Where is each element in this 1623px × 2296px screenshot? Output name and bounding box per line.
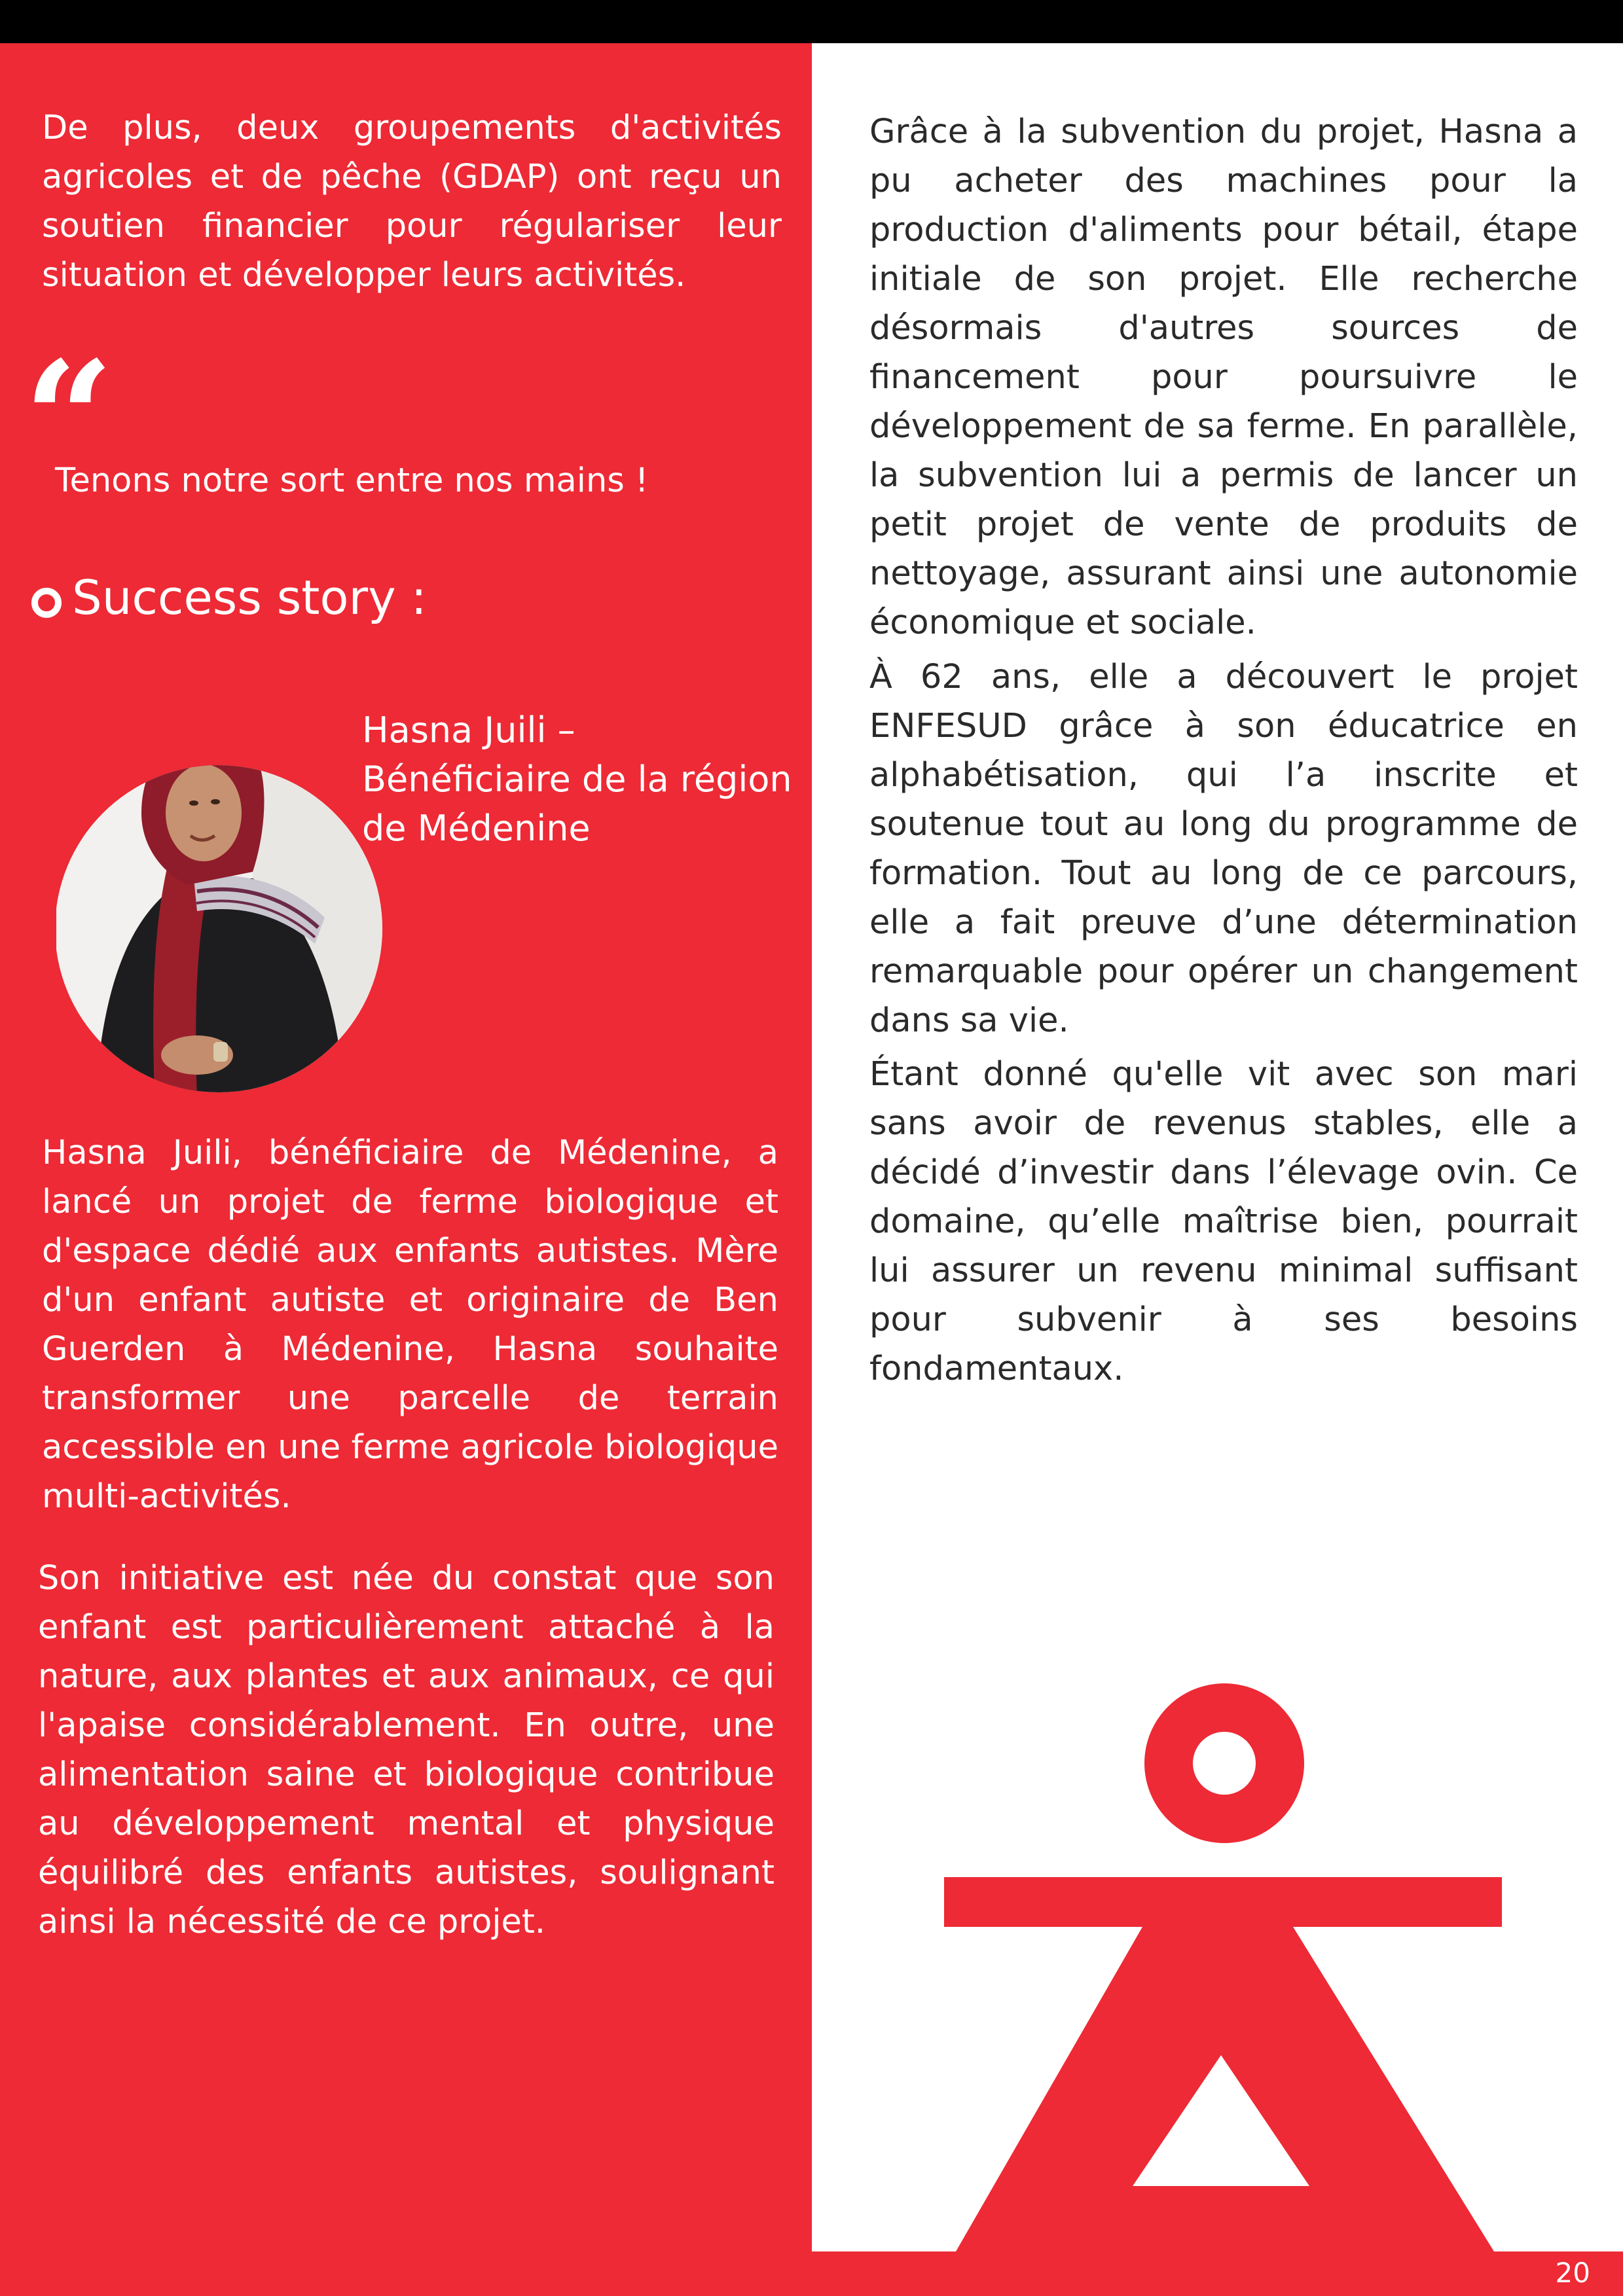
- section-title: Success story :: [72, 570, 427, 625]
- quote-text: Tenons notre sort entre nos mains !: [55, 461, 649, 500]
- brand-figure-logo: [930, 1649, 1506, 2251]
- intro-paragraph: De plus, deux groupements d'activités agricoles et de pêche (GDAP) ont reçu un soutien financier pour régulariser leur situation et développer leurs activités.: [42, 109, 782, 295]
- quote-icon: “: [24, 327, 115, 511]
- page-number: 20: [1555, 2257, 1590, 2289]
- portrait-caption: Hasna Juili – Bénéficiaire de la région de Médenine: [362, 709, 792, 849]
- right-paragraph-3: Étant donné qu'elle vit avec son mari sans avoir de revenus stables, elle a décidé d’investir dans l’élevage ovin. Ce domaine, qu’elle maîtrise bien, pourrait lui assurer un revenu minimal suffisant pour subvenir à ses besoins fondamentaux.: [869, 1055, 1578, 1388]
- top-black-bar: [0, 0, 1623, 43]
- portrait-photo: [56, 715, 384, 1098]
- bottom-red-strip: [812, 2251, 1623, 2296]
- right-paragraph-2: À 62 ans, elle a découvert le projet ENFESUD grâce à son éducatrice en alphabétisation, qui l’a inscrite et soutenue tout au long du programme de formation. Tout au long de ce parcours, elle a fait preuve d’une détermination remarquable pour opérer un changement dans sa vie.: [869, 658, 1578, 1040]
- left-paragraph-2: Son initiative est née du constat que son enfant est particulièrement attaché à la nature, aux plantes et aux animaux, ce qui l'apaise considérablement. En outre, une alimentation saine et biologique contribue au développement mental et physique équilibré des enfants autistes, soulignant ainsi la nécessité de ce projet.: [38, 1559, 775, 1941]
- left-paragraph-1: Hasna Juili, bénéficiaire de Médenine, a lancé un projet de ferme biologique et d'espace dédié aux enfants autistes. Mère d'un enfant autiste et originaire de Ben Guerden à Médenine, Hasna souhaite transformer une parcelle de terrain accessible en une ferme agricole biologique multi-activités.: [42, 1134, 778, 1516]
- right-paragraph-1: Grâce à la subvention du projet, Hasna a pu acheter des machines pour la production d'aliments pour bétail, étape initiale de son projet. Elle recherche désormais d'autres sources de financement pour poursuivre le développement de sa ferme. En parallèle, la subvention lui a permis de lancer un petit projet de vente de produits de nettoyage, assurant ainsi une autonomie économique et sociale.: [869, 113, 1578, 642]
- ring-bullet-icon: [31, 588, 62, 618]
